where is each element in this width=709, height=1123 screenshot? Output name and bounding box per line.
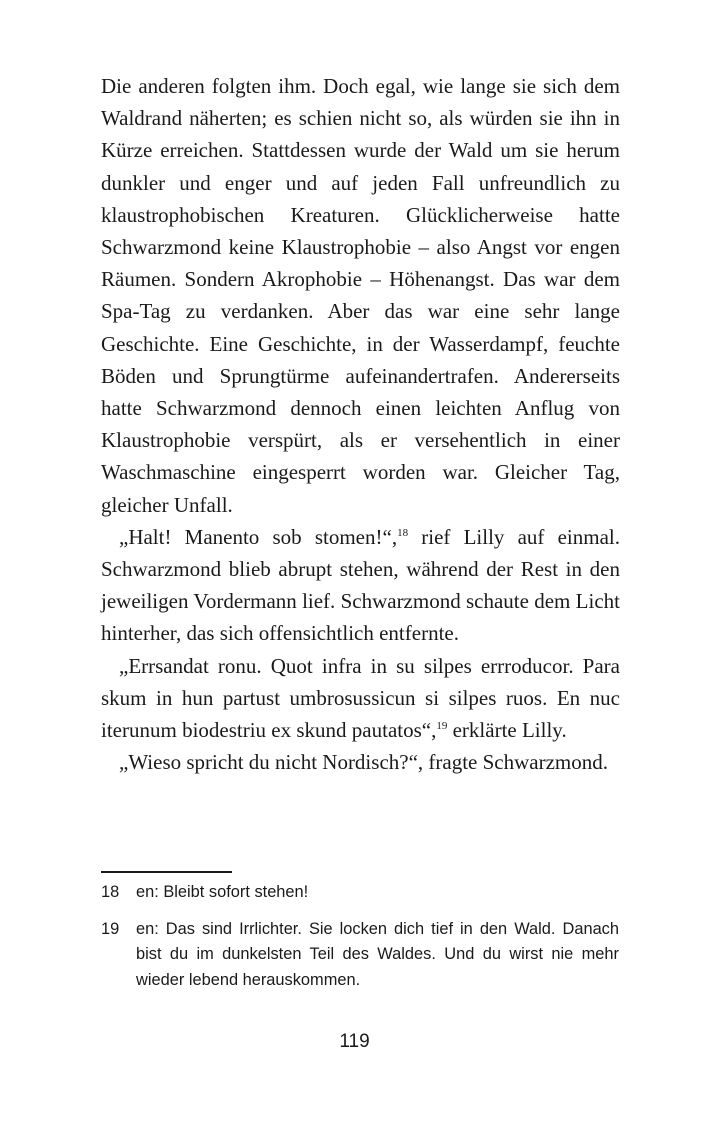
footnote-reference: 19 xyxy=(436,720,448,733)
paragraph-text: rief Lilly auf einmal. Schwarzmond blieb abrupt stehen, während der Rest in den jeweiligen Vordermann lief. Schwarzmond schaute dem Licht hinterher, das sich offensichtlich entfernte. xyxy=(101,524,620,646)
footnote-divider xyxy=(101,871,232,873)
paragraph-text: Die anderen folgten ihm. Doch egal, wie lange sie sich dem Waldrand näherten; es schien nicht so, als würden sie ihn in Kürze erreichen. Stattdessen wurde der Wald um sie herum dunkler und enger und auf jeden Fall unfreundlich zu klaustrophobischen Kreaturen. Glücklicherweise hatte Schwarzmond keine Klaustrophobie – also Angst vor engen Räumen. Sondern Akrophobie – Höhenangst. Das war dem Spa-Tag zu verdanken. Aber das war eine sehr lange Geschichte. Eine Geschichte, in der Wasserdampf, feuchte Böden und Sprungtürme aufeinandertrafen. Andererseits hatte Schwarzmond dennoch einen leichten Anflug von Klaustrophobie verspürt, als er versehentlich in einer Waschmaschine eingesperrt worden war. Gleicher Tag, gleicher Unfall. xyxy=(101,74,620,517)
paragraph xyxy=(101,746,620,778)
paragraph-text: „Errsandat ronu. Quot infra in su silpes errroducor. Para skum in hun partust umbrosussicun si silpes ruos. En nuc iterunum biodestriu ex skund pautatos“, xyxy=(101,653,620,743)
footnote-number: 18 xyxy=(101,883,120,901)
paragraph-text: „Wieso spricht du nicht Nordisch?“, fragte Schwarzmond. xyxy=(119,750,608,775)
footnotes xyxy=(101,880,619,1004)
footnote xyxy=(101,917,619,994)
paragraph-text: „Halt! Manento sob stomen!“, xyxy=(119,524,398,549)
paragraph xyxy=(101,70,620,521)
paragraph-text: erklärte Lilly. xyxy=(447,718,567,743)
footnote-text: en: Bleibt sofort stehen! xyxy=(136,883,309,901)
paragraph xyxy=(101,521,620,650)
body-text xyxy=(101,70,620,778)
paragraph xyxy=(101,650,620,747)
footnote-text: en: Das sind Irrlichter. Sie locken dich tief in den Wald. Danach bist du im dunkelsten Teil des Waldes. Und du wirst nie mehr wieder lebend herauskommen. xyxy=(136,919,619,989)
footnote-reference: 18 xyxy=(397,526,409,539)
page-number: 119 xyxy=(339,1031,370,1052)
footnote-number: 19 xyxy=(101,919,120,938)
footnote xyxy=(101,880,619,906)
